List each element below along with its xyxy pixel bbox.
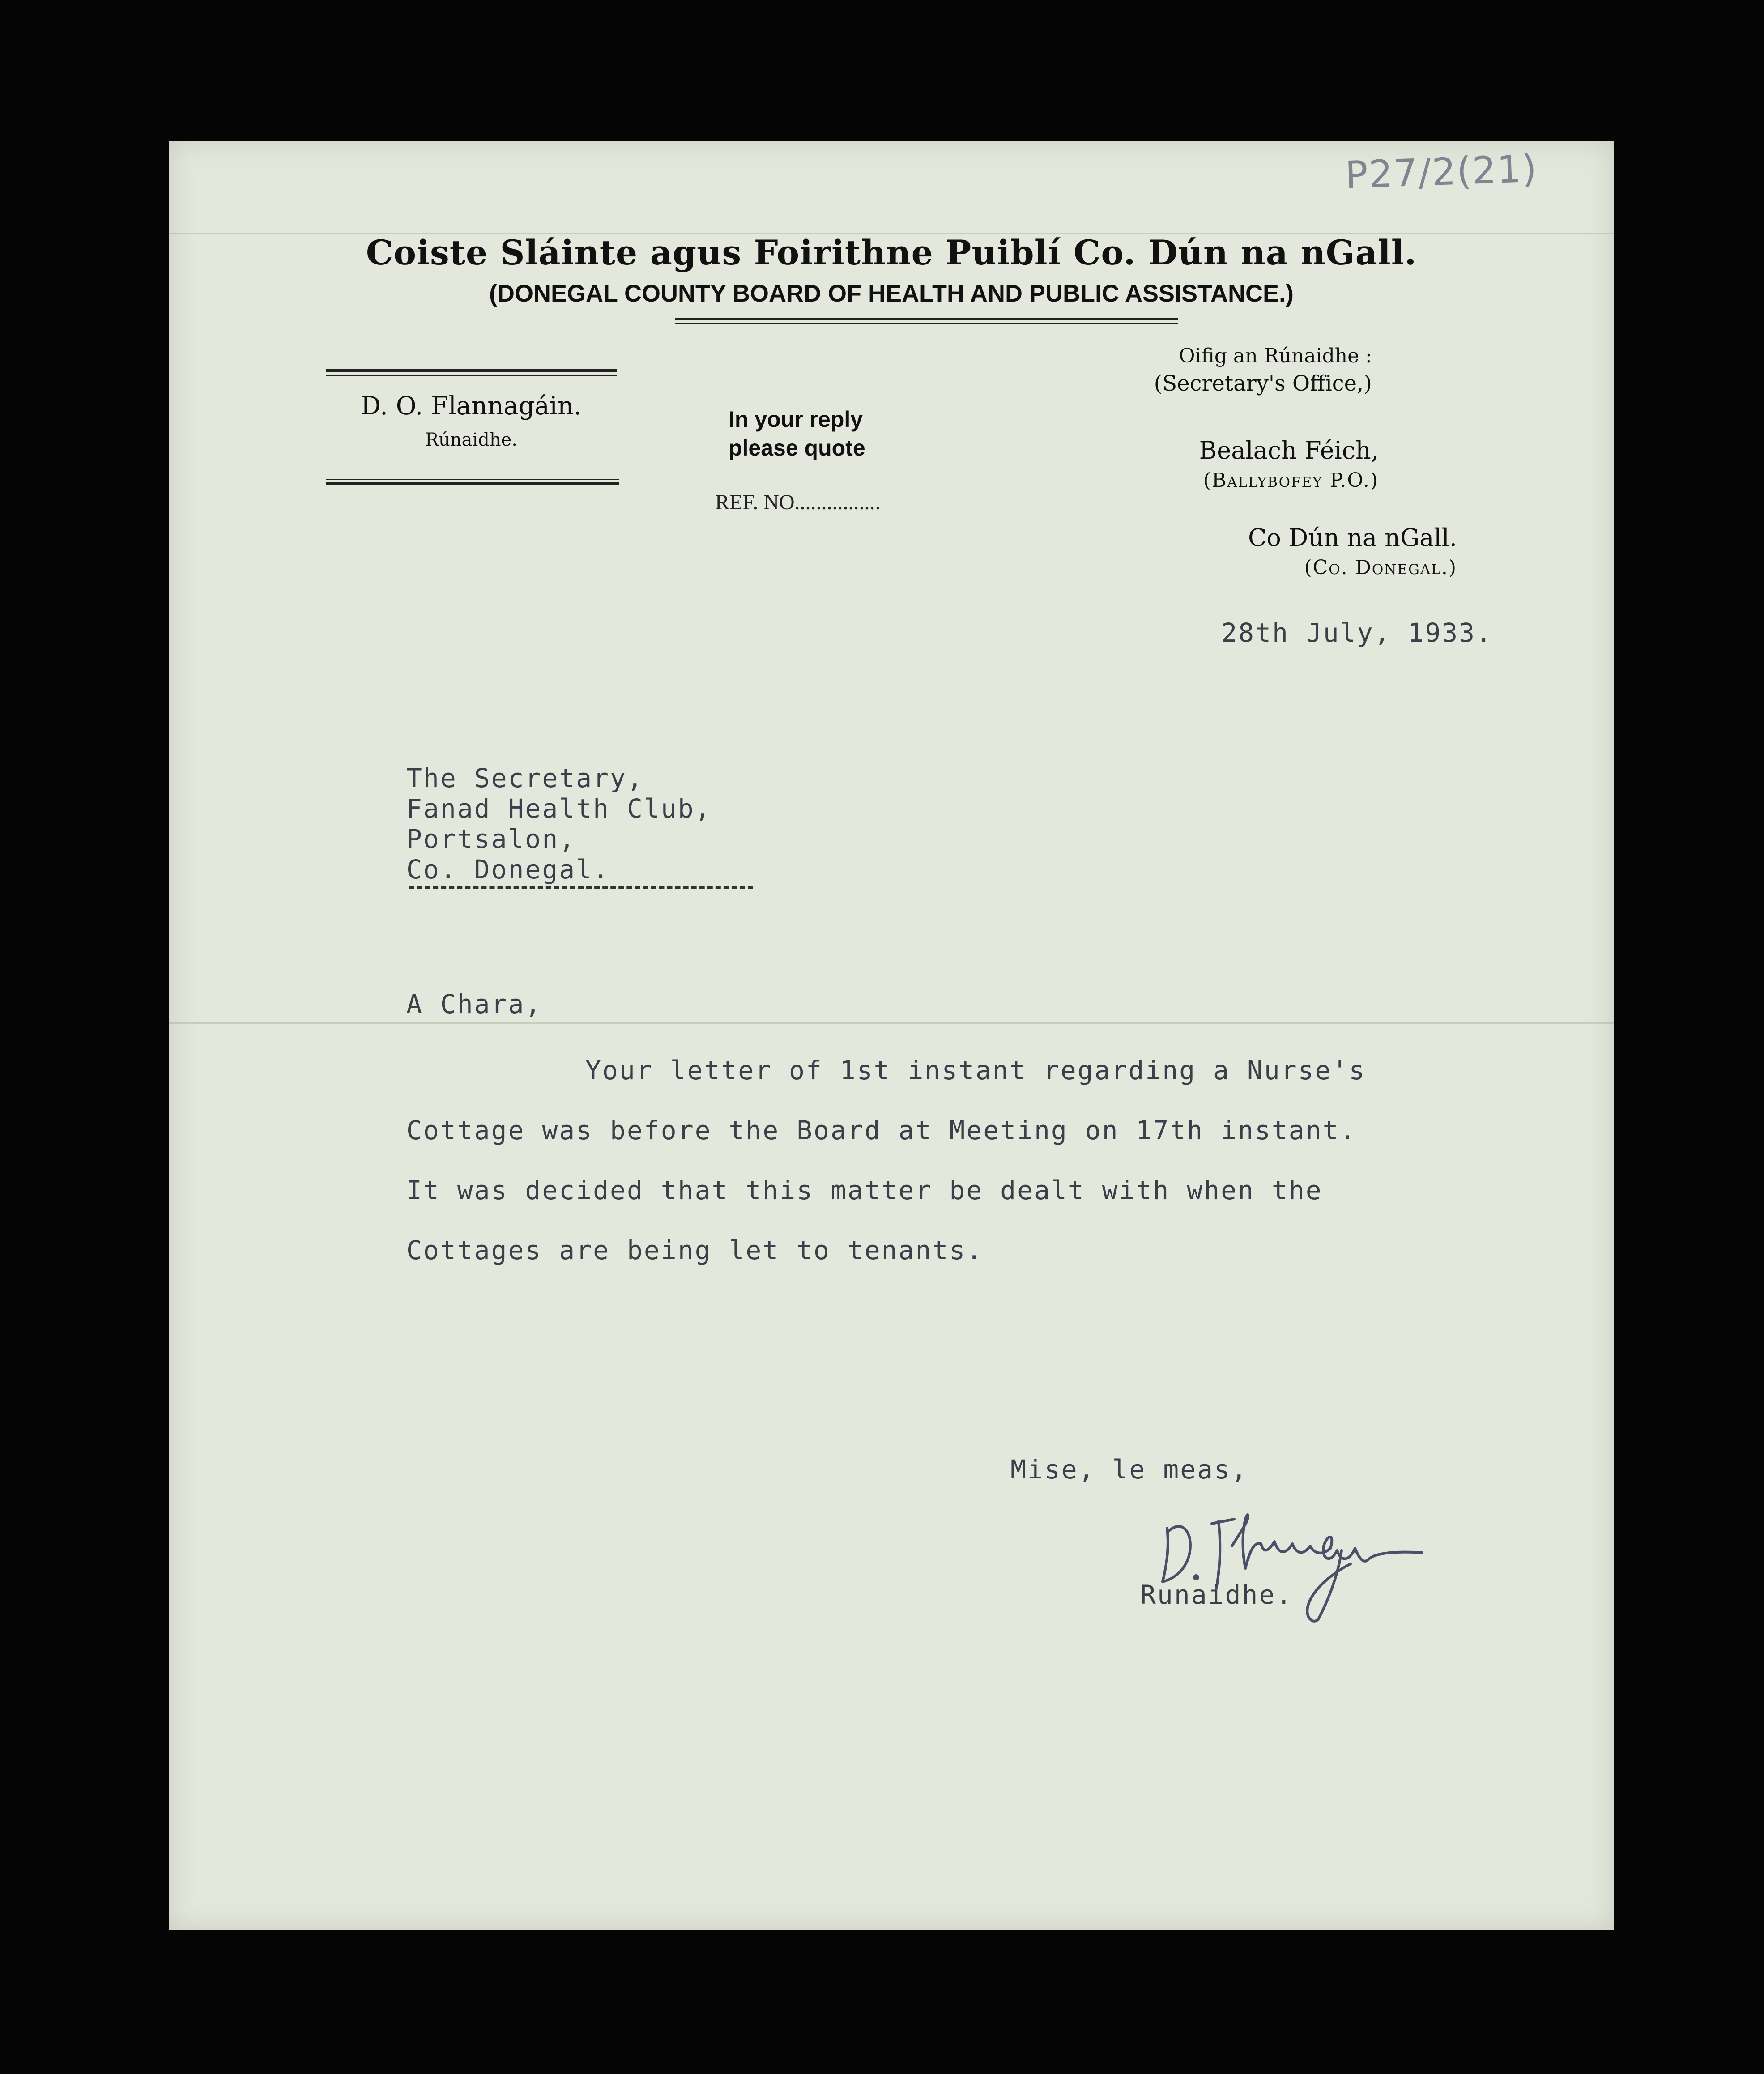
letterhead-english-title: (DONEGAL COUNTY BOARD OF HEALTH AND PUBLIC ASSISTANCE.) xyxy=(489,280,1294,307)
recipient-line: Co. Donegal. xyxy=(406,854,610,885)
body-line xyxy=(406,1040,1436,1100)
address-underline xyxy=(409,886,753,889)
body-line: Cottages are being let to tenants. xyxy=(406,1235,984,1265)
office-english: (Secretary's Office,) xyxy=(1154,371,1372,396)
letter-date: 28th July, 1933. xyxy=(1221,618,1493,648)
archive-reference: P27/2(21) xyxy=(1344,146,1538,197)
ref-no-field: REF. NO................ xyxy=(715,490,881,514)
body-line: Cottage was before the Board at Meeting on 17th instant. xyxy=(406,1115,1357,1146)
secretary-title: Rúnaidhe. xyxy=(425,430,518,450)
recipient-line: The Secretary, xyxy=(406,763,644,793)
paper-fold xyxy=(169,1022,1614,1024)
salutation: A Chara, xyxy=(406,989,542,1019)
body-line: It was decided that this matter be dealt with when the xyxy=(406,1175,1323,1205)
secretary-rule-bottom xyxy=(326,482,619,485)
office-irish: Oifig an Rúnaidhe : xyxy=(1179,345,1372,367)
office-block xyxy=(1154,345,1372,396)
letter-body xyxy=(406,1040,1436,1280)
recipient-address xyxy=(406,763,712,885)
reply-instruction xyxy=(729,405,865,462)
title-rule xyxy=(675,318,1178,320)
letterhead-irish-title: Coiste Sláinte agus Foirithne Puiblí Co. Dún na nGall. xyxy=(366,233,1417,273)
secretary-name: D. O. Flannagáin. xyxy=(361,392,582,421)
town-block xyxy=(1199,436,1379,492)
reply-line: In your reply xyxy=(729,407,863,432)
county-irish: Co Dún na nGall. xyxy=(1248,524,1457,552)
letter-page xyxy=(169,141,1614,1930)
title-rule xyxy=(675,323,1178,324)
signoff: Runaidhe. xyxy=(1140,1580,1293,1610)
town-english: (Ballybofey P.O.) xyxy=(1203,469,1379,492)
county-block xyxy=(1248,524,1457,579)
body-line-text: Your letter of 1st instant regarding a Nurse's xyxy=(585,1055,1366,1086)
secretary-rule-bottom xyxy=(326,479,619,480)
secretary-block xyxy=(326,365,617,450)
reply-line: please quote xyxy=(729,435,865,460)
recipient-line: Fanad Health Club, xyxy=(406,793,712,824)
county-english: (Co. Donegal.) xyxy=(1304,556,1457,579)
town-irish: Bealach Féich, xyxy=(1199,436,1379,464)
closing: Mise, le meas, xyxy=(1010,1454,1248,1485)
recipient-line: Portsalon, xyxy=(406,824,576,854)
